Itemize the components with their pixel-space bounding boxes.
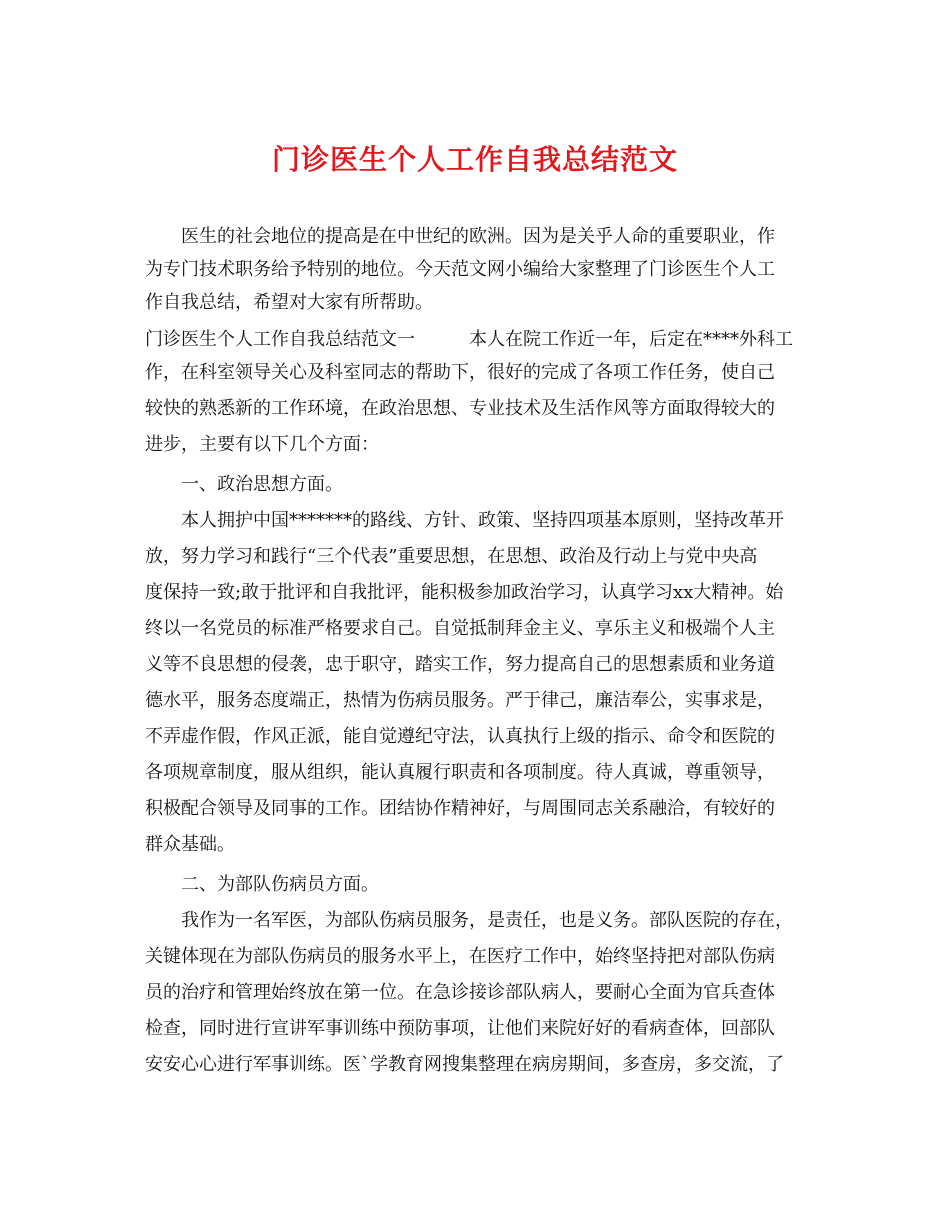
text-line: 门诊医生个人工作自我总结范文一 本人在院工作近一年，后定在****外科工 xyxy=(145,329,793,350)
text-line: 安安心心进行军事训练。医`学教育网搜集整理在病房期间，多查房，多交流，了 xyxy=(145,1054,784,1075)
section-heading: 二、为部队伤病员方面。 xyxy=(145,874,379,895)
text-line: 关键体现在为部队伤病员的服务水平上，在医疗工作中，始终坚持把对部队伤病 xyxy=(145,946,775,967)
text-line: 员的治疗和管理始终放在第一位。在急诊接诊部队病人，要耐心全面为官兵查体 xyxy=(145,982,775,1003)
text-line: 义等不良思想的侵袭，忠于职守，踏实工作，努力提高自己的思想素质和业务道 xyxy=(145,654,775,675)
text-line: 我作为一名军医，为部队伤病员服务，是责任，也是义务。部队医院的存在， xyxy=(145,910,793,931)
text-line: 医生的社会地位的提高是在中世纪的欧洲。因为是关乎人命的重要职业，作 xyxy=(145,226,775,247)
text-line: 作自我总结，希望对大家有所帮助。 xyxy=(145,292,433,313)
text-line: 群众基础。 xyxy=(145,834,235,855)
text-line: 为专门技术职务给予特别的地位。今天范文网小编给大家整理了门诊医生个人工 xyxy=(145,259,775,280)
text-line: 检查，同时进行宣讲军事训练中预防事项，让他们来院好好的看病查体，回部队 xyxy=(145,1018,775,1039)
text-line: 进步，主要有以下几个方面： xyxy=(145,434,379,455)
text-line: 积极配合领导及同事的工作。团结协作精神好，与周围同志关系融洽，有较好的 xyxy=(145,798,775,819)
text-line: 不弄虚作假，作风正派，能自觉遵纪守法，认真执行上级的指示、命令和医院的 xyxy=(145,726,775,747)
page-title: 门诊医生个人工作自我总结范文 xyxy=(271,143,678,176)
text-line: 德水平，服务态度端正，热情为伤病员服务。严于律己，廉洁奉公，实事求是， xyxy=(145,690,775,711)
section-heading: 一、政治思想方面。 xyxy=(145,474,343,495)
text-line: 终以一名党员的标准严格要求自己。自觉抵制拜金主义、享乐主义和极端个人主 xyxy=(145,618,775,639)
text-line: 放，努力学习和践行“三个代表”重要思想，在思想、政治及行动上与党中央高 xyxy=(145,546,758,567)
text-line: 各项规章制度，服从组织，能认真履行职责和各项制度。待人真诚，尊重领导， xyxy=(145,762,775,783)
text-line: 本人拥护中国*******的路线、方针、政策、坚持四项基本原则，坚持改革开 xyxy=(145,510,784,531)
text-line: 作，在科室领导关心及科室同志的帮助下，很好的完成了各项工作任务，使自己 xyxy=(145,362,775,383)
text-line: 度保持一致;敢于批评和自我批评，能积极参加政治学习，认真学习xx大精神。始 xyxy=(145,582,784,603)
text-line: 较快的熟悉新的工作环境，在政治思想、专业技术及生活作风等方面取得较大的 xyxy=(145,398,775,419)
